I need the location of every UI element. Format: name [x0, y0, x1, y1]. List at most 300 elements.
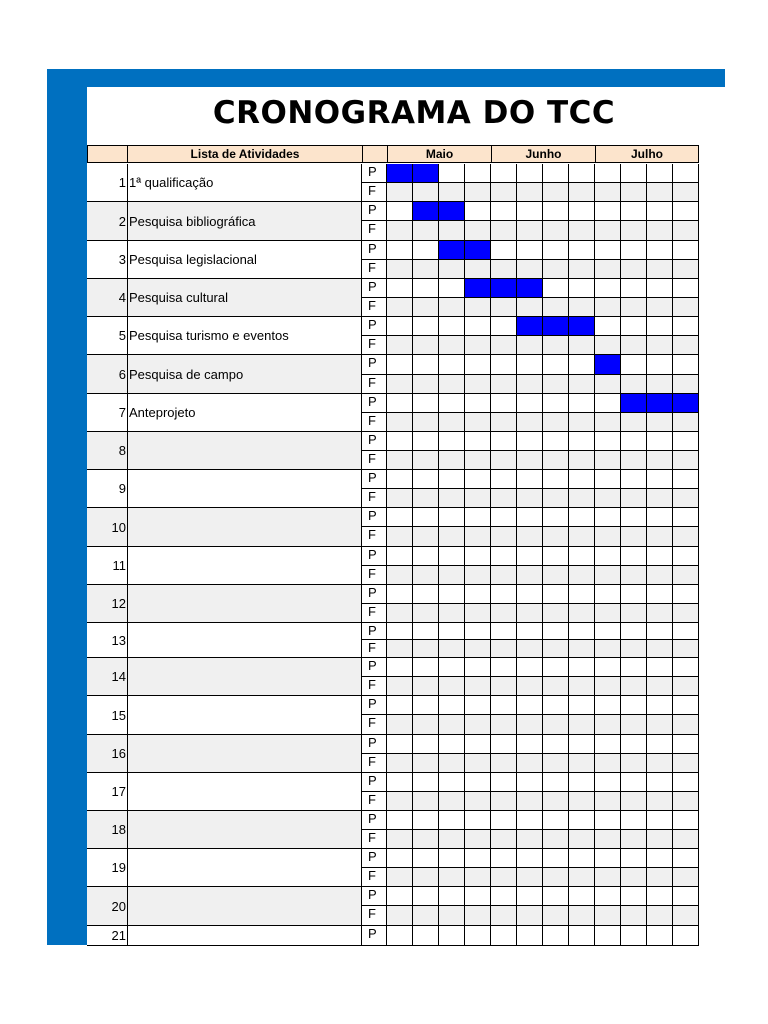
week-cell[interactable]	[543, 279, 569, 298]
week-cell[interactable]	[517, 394, 543, 413]
week-cell[interactable]	[595, 735, 621, 754]
week-cell[interactable]	[413, 279, 439, 298]
week-cell[interactable]	[413, 585, 439, 604]
week-cell[interactable]	[647, 183, 673, 202]
week-cell[interactable]	[543, 260, 569, 279]
week-cell[interactable]	[491, 735, 517, 754]
week-cell[interactable]	[517, 811, 543, 830]
week-cell[interactable]	[387, 164, 413, 183]
week-cell[interactable]	[621, 375, 647, 394]
activity-name[interactable]	[127, 926, 362, 946]
week-cell[interactable]	[543, 221, 569, 241]
week-cell[interactable]	[465, 413, 491, 432]
week-cell[interactable]	[621, 868, 647, 887]
week-cell[interactable]	[491, 811, 517, 830]
week-cell[interactable]	[517, 336, 543, 355]
week-cell[interactable]	[517, 317, 543, 336]
week-cell[interactable]	[647, 640, 673, 658]
week-cell[interactable]	[387, 887, 413, 906]
week-cell[interactable]	[517, 508, 543, 527]
week-cell[interactable]	[569, 260, 595, 279]
week-cell[interactable]	[543, 811, 569, 830]
week-cell[interactable]	[413, 355, 439, 375]
week-cell[interactable]	[465, 849, 491, 868]
week-cell[interactable]	[465, 926, 491, 946]
week-cell[interactable]	[439, 527, 465, 547]
week-cell[interactable]	[673, 375, 699, 394]
week-cell[interactable]	[413, 221, 439, 241]
week-cell[interactable]	[387, 241, 413, 260]
activity-name[interactable]	[127, 585, 362, 623]
week-cell[interactable]	[413, 773, 439, 792]
week-cell[interactable]	[387, 677, 413, 696]
week-cell[interactable]	[413, 375, 439, 394]
week-cell[interactable]	[387, 221, 413, 241]
week-cell[interactable]	[387, 566, 413, 585]
activity-name[interactable]	[127, 658, 362, 696]
week-cell[interactable]	[569, 413, 595, 432]
week-cell[interactable]	[491, 830, 517, 849]
week-cell[interactable]	[413, 623, 439, 640]
week-cell[interactable]	[595, 355, 621, 375]
week-cell[interactable]	[673, 696, 699, 715]
week-cell[interactable]	[673, 451, 699, 470]
week-cell[interactable]	[621, 547, 647, 566]
week-cell[interactable]	[621, 696, 647, 715]
week-cell[interactable]	[413, 811, 439, 830]
week-cell[interactable]	[439, 773, 465, 792]
week-cell[interactable]	[413, 566, 439, 585]
week-cell[interactable]	[465, 202, 491, 221]
week-cell[interactable]	[621, 432, 647, 451]
week-cell[interactable]	[543, 754, 569, 773]
week-cell[interactable]	[543, 317, 569, 336]
week-cell[interactable]	[595, 451, 621, 470]
week-cell[interactable]	[569, 317, 595, 336]
week-cell[interactable]	[569, 868, 595, 887]
week-cell[interactable]	[413, 164, 439, 183]
week-cell[interactable]	[621, 792, 647, 811]
week-cell[interactable]	[517, 735, 543, 754]
week-cell[interactable]	[491, 868, 517, 887]
week-cell[interactable]	[517, 640, 543, 658]
week-cell[interactable]	[647, 811, 673, 830]
week-cell[interactable]	[621, 623, 647, 640]
week-cell[interactable]	[673, 394, 699, 413]
week-cell[interactable]	[413, 183, 439, 202]
week-cell[interactable]	[569, 164, 595, 183]
week-cell[interactable]	[595, 640, 621, 658]
week-cell[interactable]	[595, 413, 621, 432]
week-cell[interactable]	[569, 183, 595, 202]
week-cell[interactable]	[517, 221, 543, 241]
week-cell[interactable]	[569, 849, 595, 868]
week-cell[interactable]	[517, 164, 543, 183]
week-cell[interactable]	[387, 508, 413, 527]
week-cell[interactable]	[621, 317, 647, 336]
week-cell[interactable]	[621, 830, 647, 849]
week-cell[interactable]	[491, 773, 517, 792]
week-cell[interactable]	[621, 604, 647, 623]
week-cell[interactable]	[569, 241, 595, 260]
week-cell[interactable]	[517, 489, 543, 508]
week-cell[interactable]	[673, 317, 699, 336]
week-cell[interactable]	[543, 547, 569, 566]
week-cell[interactable]	[517, 413, 543, 432]
week-cell[interactable]	[543, 298, 569, 317]
week-cell[interactable]	[465, 451, 491, 470]
week-cell[interactable]	[595, 183, 621, 202]
week-cell[interactable]	[673, 566, 699, 585]
week-cell[interactable]	[387, 735, 413, 754]
week-cell[interactable]	[439, 830, 465, 849]
week-cell[interactable]	[647, 279, 673, 298]
week-cell[interactable]	[673, 773, 699, 792]
activity-name[interactable]	[127, 849, 362, 887]
week-cell[interactable]	[439, 849, 465, 868]
week-cell[interactable]	[517, 451, 543, 470]
week-cell[interactable]	[569, 677, 595, 696]
week-cell[interactable]	[621, 355, 647, 375]
week-cell[interactable]	[387, 830, 413, 849]
week-cell[interactable]	[621, 849, 647, 868]
week-cell[interactable]	[595, 336, 621, 355]
week-cell[interactable]	[387, 754, 413, 773]
week-cell[interactable]	[673, 413, 699, 432]
week-cell[interactable]	[569, 489, 595, 508]
week-cell[interactable]	[517, 677, 543, 696]
week-cell[interactable]	[439, 696, 465, 715]
week-cell[interactable]	[673, 279, 699, 298]
week-cell[interactable]	[647, 830, 673, 849]
week-cell[interactable]	[673, 355, 699, 375]
week-cell[interactable]	[595, 604, 621, 623]
week-cell[interactable]	[673, 906, 699, 926]
week-cell[interactable]	[543, 394, 569, 413]
week-cell[interactable]	[621, 489, 647, 508]
week-cell[interactable]	[595, 432, 621, 451]
week-cell[interactable]	[673, 241, 699, 260]
week-cell[interactable]	[569, 906, 595, 926]
week-cell[interactable]	[491, 489, 517, 508]
week-cell[interactable]	[673, 489, 699, 508]
week-cell[interactable]	[673, 623, 699, 640]
week-cell[interactable]	[517, 355, 543, 375]
week-cell[interactable]	[647, 432, 673, 451]
week-cell[interactable]	[673, 811, 699, 830]
week-cell[interactable]	[569, 773, 595, 792]
week-cell[interactable]	[491, 906, 517, 926]
week-cell[interactable]	[543, 164, 569, 183]
week-cell[interactable]	[517, 604, 543, 623]
week-cell[interactable]	[569, 432, 595, 451]
week-cell[interactable]	[439, 547, 465, 566]
week-cell[interactable]	[413, 413, 439, 432]
week-cell[interactable]	[387, 298, 413, 317]
week-cell[interactable]	[413, 906, 439, 926]
week-cell[interactable]	[647, 849, 673, 868]
week-cell[interactable]	[491, 792, 517, 811]
week-cell[interactable]	[439, 432, 465, 451]
week-cell[interactable]	[647, 623, 673, 640]
week-cell[interactable]	[673, 658, 699, 677]
week-cell[interactable]	[569, 298, 595, 317]
week-cell[interactable]	[439, 887, 465, 906]
week-cell[interactable]	[673, 298, 699, 317]
week-cell[interactable]	[465, 241, 491, 260]
week-cell[interactable]	[439, 585, 465, 604]
week-cell[interactable]	[543, 566, 569, 585]
week-cell[interactable]	[465, 547, 491, 566]
week-cell[interactable]	[465, 566, 491, 585]
week-cell[interactable]	[413, 336, 439, 355]
week-cell[interactable]	[387, 336, 413, 355]
week-cell[interactable]	[517, 585, 543, 604]
week-cell[interactable]	[673, 508, 699, 527]
week-cell[interactable]	[439, 735, 465, 754]
week-cell[interactable]	[465, 298, 491, 317]
week-cell[interactable]	[569, 451, 595, 470]
week-cell[interactable]	[465, 868, 491, 887]
activity-name[interactable]	[127, 773, 362, 811]
week-cell[interactable]	[517, 183, 543, 202]
week-cell[interactable]	[569, 527, 595, 547]
week-cell[interactable]	[465, 336, 491, 355]
week-cell[interactable]	[621, 164, 647, 183]
week-cell[interactable]	[517, 887, 543, 906]
week-cell[interactable]	[413, 849, 439, 868]
week-cell[interactable]	[491, 715, 517, 735]
week-cell[interactable]	[621, 394, 647, 413]
week-cell[interactable]	[647, 221, 673, 241]
week-cell[interactable]	[413, 298, 439, 317]
week-cell[interactable]	[413, 887, 439, 906]
week-cell[interactable]	[413, 470, 439, 489]
week-cell[interactable]	[465, 221, 491, 241]
week-cell[interactable]	[543, 623, 569, 640]
week-cell[interactable]	[491, 623, 517, 640]
week-cell[interactable]	[491, 677, 517, 696]
week-cell[interactable]	[621, 585, 647, 604]
week-cell[interactable]	[387, 926, 413, 946]
week-cell[interactable]	[491, 566, 517, 585]
week-cell[interactable]	[621, 470, 647, 489]
week-cell[interactable]	[543, 336, 569, 355]
week-cell[interactable]	[673, 735, 699, 754]
week-cell[interactable]	[465, 394, 491, 413]
week-cell[interactable]	[439, 640, 465, 658]
week-cell[interactable]	[413, 508, 439, 527]
week-cell[interactable]	[543, 241, 569, 260]
week-cell[interactable]	[439, 451, 465, 470]
week-cell[interactable]	[465, 489, 491, 508]
week-cell[interactable]	[439, 508, 465, 527]
week-cell[interactable]	[465, 470, 491, 489]
week-cell[interactable]	[491, 317, 517, 336]
activity-name[interactable]	[127, 432, 362, 470]
week-cell[interactable]	[491, 527, 517, 547]
week-cell[interactable]	[595, 527, 621, 547]
week-cell[interactable]	[543, 792, 569, 811]
week-cell[interactable]	[517, 773, 543, 792]
week-cell[interactable]	[439, 221, 465, 241]
week-cell[interactable]	[387, 658, 413, 677]
week-cell[interactable]	[569, 470, 595, 489]
activity-name[interactable]	[127, 623, 362, 658]
week-cell[interactable]	[647, 508, 673, 527]
week-cell[interactable]	[569, 585, 595, 604]
week-cell[interactable]	[413, 489, 439, 508]
week-cell[interactable]	[439, 279, 465, 298]
week-cell[interactable]	[517, 547, 543, 566]
week-cell[interactable]	[647, 566, 673, 585]
week-cell[interactable]	[413, 677, 439, 696]
week-cell[interactable]	[439, 906, 465, 926]
activity-name[interactable]: Anteprojeto	[127, 394, 362, 432]
week-cell[interactable]	[465, 754, 491, 773]
activity-name[interactable]: Pesquisa cultural	[127, 279, 362, 317]
week-cell[interactable]	[569, 221, 595, 241]
week-cell[interactable]	[543, 696, 569, 715]
week-cell[interactable]	[543, 375, 569, 394]
week-cell[interactable]	[387, 640, 413, 658]
week-cell[interactable]	[465, 811, 491, 830]
week-cell[interactable]	[569, 547, 595, 566]
week-cell[interactable]	[439, 623, 465, 640]
week-cell[interactable]	[491, 164, 517, 183]
week-cell[interactable]	[543, 715, 569, 735]
week-cell[interactable]	[439, 336, 465, 355]
week-cell[interactable]	[517, 754, 543, 773]
week-cell[interactable]	[517, 260, 543, 279]
week-cell[interactable]	[595, 260, 621, 279]
week-cell[interactable]	[569, 623, 595, 640]
week-cell[interactable]	[517, 432, 543, 451]
week-cell[interactable]	[595, 906, 621, 926]
week-cell[interactable]	[517, 830, 543, 849]
week-cell[interactable]	[491, 640, 517, 658]
week-cell[interactable]	[621, 241, 647, 260]
week-cell[interactable]	[517, 696, 543, 715]
week-cell[interactable]	[517, 470, 543, 489]
activity-name[interactable]	[127, 547, 362, 585]
week-cell[interactable]	[569, 658, 595, 677]
week-cell[interactable]	[621, 811, 647, 830]
week-cell[interactable]	[413, 451, 439, 470]
week-cell[interactable]	[387, 413, 413, 432]
week-cell[interactable]	[517, 715, 543, 735]
week-cell[interactable]	[491, 508, 517, 527]
week-cell[interactable]	[647, 527, 673, 547]
week-cell[interactable]	[647, 336, 673, 355]
week-cell[interactable]	[647, 164, 673, 183]
week-cell[interactable]	[413, 260, 439, 279]
week-cell[interactable]	[491, 585, 517, 604]
week-cell[interactable]	[517, 375, 543, 394]
week-cell[interactable]	[491, 887, 517, 906]
week-cell[interactable]	[595, 623, 621, 640]
activity-name[interactable]	[127, 508, 362, 547]
week-cell[interactable]	[595, 715, 621, 735]
week-cell[interactable]	[647, 604, 673, 623]
week-cell[interactable]	[387, 868, 413, 887]
week-cell[interactable]	[439, 202, 465, 221]
week-cell[interactable]	[465, 640, 491, 658]
week-cell[interactable]	[569, 604, 595, 623]
week-cell[interactable]	[647, 754, 673, 773]
week-cell[interactable]	[569, 811, 595, 830]
week-cell[interactable]	[673, 260, 699, 279]
week-cell[interactable]	[439, 375, 465, 394]
week-cell[interactable]	[595, 811, 621, 830]
week-cell[interactable]	[543, 183, 569, 202]
week-cell[interactable]	[647, 868, 673, 887]
week-cell[interactable]	[569, 830, 595, 849]
week-cell[interactable]	[465, 164, 491, 183]
activity-name[interactable]	[127, 696, 362, 735]
week-cell[interactable]	[647, 260, 673, 279]
week-cell[interactable]	[517, 906, 543, 926]
week-cell[interactable]	[543, 658, 569, 677]
week-cell[interactable]	[543, 508, 569, 527]
week-cell[interactable]	[595, 489, 621, 508]
week-cell[interactable]	[387, 547, 413, 566]
week-cell[interactable]	[569, 926, 595, 946]
week-cell[interactable]	[543, 585, 569, 604]
week-cell[interactable]	[673, 604, 699, 623]
week-cell[interactable]	[491, 470, 517, 489]
week-cell[interactable]	[413, 735, 439, 754]
week-cell[interactable]	[465, 677, 491, 696]
week-cell[interactable]	[673, 547, 699, 566]
week-cell[interactable]	[439, 241, 465, 260]
week-cell[interactable]	[647, 735, 673, 754]
week-cell[interactable]	[595, 394, 621, 413]
week-cell[interactable]	[673, 432, 699, 451]
week-cell[interactable]	[569, 355, 595, 375]
week-cell[interactable]	[413, 202, 439, 221]
week-cell[interactable]	[465, 585, 491, 604]
week-cell[interactable]	[647, 658, 673, 677]
week-cell[interactable]	[465, 604, 491, 623]
week-cell[interactable]	[387, 260, 413, 279]
week-cell[interactable]	[465, 887, 491, 906]
week-cell[interactable]	[517, 849, 543, 868]
week-cell[interactable]	[439, 489, 465, 508]
week-cell[interactable]	[517, 279, 543, 298]
week-cell[interactable]	[621, 926, 647, 946]
week-cell[interactable]	[465, 317, 491, 336]
week-cell[interactable]	[413, 868, 439, 887]
week-cell[interactable]	[387, 773, 413, 792]
week-cell[interactable]	[595, 279, 621, 298]
week-cell[interactable]	[647, 375, 673, 394]
week-cell[interactable]	[543, 677, 569, 696]
week-cell[interactable]	[491, 547, 517, 566]
week-cell[interactable]	[413, 317, 439, 336]
week-cell[interactable]	[543, 604, 569, 623]
week-cell[interactable]	[517, 241, 543, 260]
week-cell[interactable]	[465, 792, 491, 811]
week-cell[interactable]	[465, 773, 491, 792]
week-cell[interactable]	[673, 202, 699, 221]
week-cell[interactable]	[439, 677, 465, 696]
week-cell[interactable]	[465, 260, 491, 279]
week-cell[interactable]	[491, 849, 517, 868]
week-cell[interactable]	[595, 375, 621, 394]
week-cell[interactable]	[621, 279, 647, 298]
week-cell[interactable]	[621, 221, 647, 241]
